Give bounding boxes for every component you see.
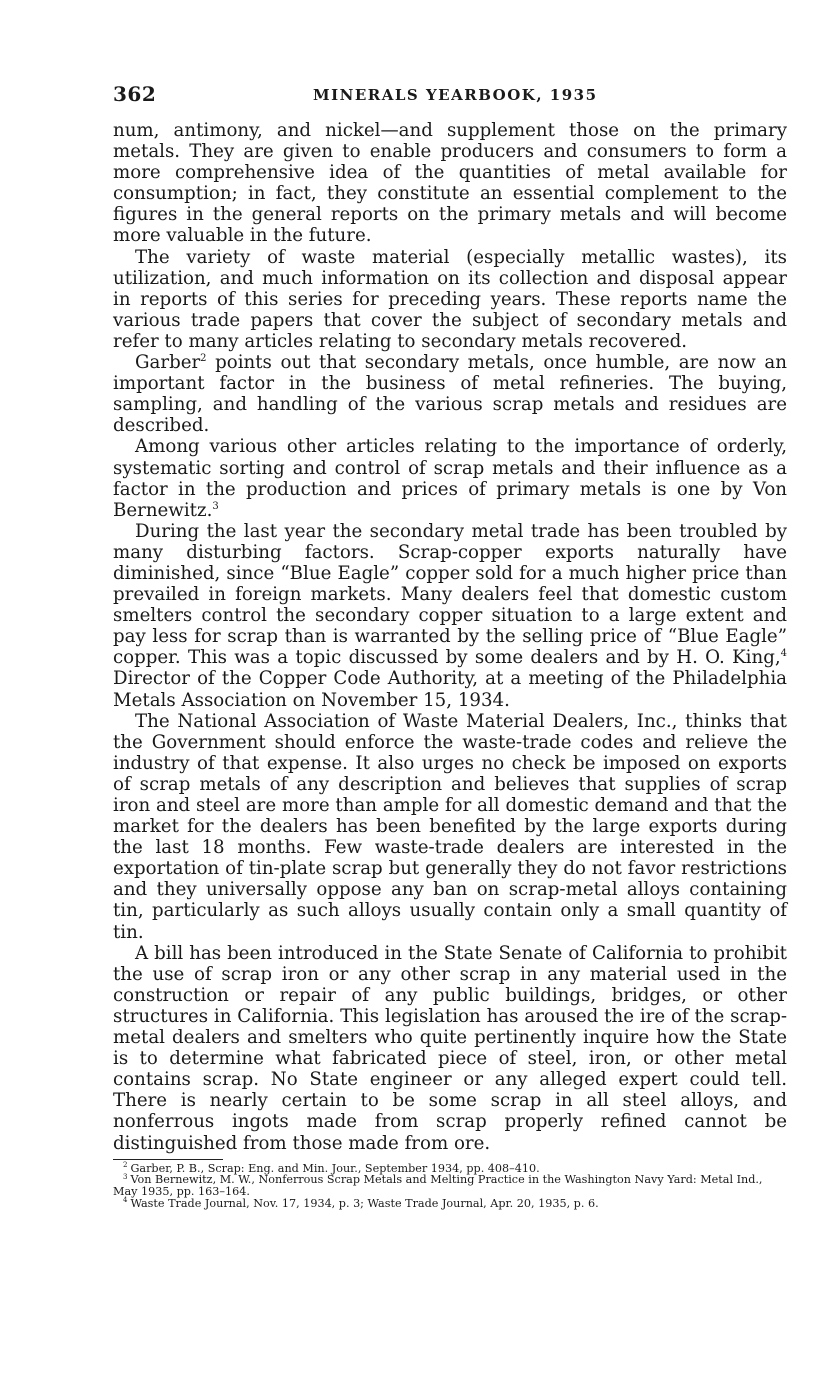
running-title: MINERALS YEARBOOK, 1935: [313, 86, 598, 104]
paragraph-1: num, antimony, and nickel—and supplement those on the primary metals. They are given to enable producers and consumers to form a more comprehensive idea of the quantities of metal available for consumption; in fact, they constitute an essential complement to the figures in the general reports on the primary metals and will become more valuable in the future.: [113, 120, 787, 247]
footnote-text-3: Von Bernewitz, M. W., Nonferrous Scrap Metals and Melting Practice in the Washington Navy Yard: Metal Ind., May 1935, pp. 163–164.: [113, 1173, 763, 1199]
footnote-mark-2: 2: [123, 1160, 128, 1169]
footnote-mark-4: 4: [123, 1196, 128, 1205]
footnote-divider: [113, 1159, 223, 1160]
paragraph-3-start: Garber: [135, 352, 201, 374]
footnote-4: [113, 1198, 787, 1210]
footnote-3: [113, 1174, 787, 1198]
footnote-text-2: Garber, P. B., Scrap: Eng. and Min. Jour., September 1934, pp. 408–410.: [130, 1161, 540, 1175]
footnote-mark-3: 3: [123, 1172, 128, 1181]
footnote-text-4: Waste Trade Journal, Nov. 17, 1934, p. 3; Waste Trade Journal, Apr. 20, 1935, p. 6.: [130, 1196, 599, 1210]
paragraph-4: [113, 436, 787, 520]
footnote-ref-3: 3: [212, 500, 219, 512]
paragraph-5: [113, 521, 787, 711]
paragraph-5-end: Director of the Copper Code Authority, at a meeting of the Philadelphia Metals Association on November 15, 1934.: [113, 668, 787, 711]
footnote-ref-2: 2: [200, 352, 207, 364]
document-page: [113, 82, 787, 1210]
paragraph-3: [113, 352, 787, 436]
footnote-ref-4: 4: [780, 648, 787, 660]
paragraph-7: A bill has been introduced in the State Senate of California to prohibit the use of scrap iron or any other scrap in any material used in the construction or repair of any public buildings, bridges, or other structures in California. This legislation has aroused the ire of the scrap-metal dealers and smelters who quite pertinently inquire how the State is to determine what fabricated piece of steel, iron, or other metal contains scrap. No State engineer or any alleged expert could tell. There is nearly certain to be some scrap in all steel alloys, and nonferrous ingots made from scrap properly refined cannot be distinguished from those made from ore.: [113, 942, 787, 1154]
paragraph-2: The variety of waste material (especially metallic wastes), its utilization, and much information on its collection and disposal appear in reports of this series for preceding years. These reports name the various trade papers that cover the subject of secondary metals and refer to many articles relating to secondary metals recovered.: [113, 246, 787, 352]
paragraph-5-start: During the last year the secondary metal trade has been troubled by many disturbing factors. Scrap-copper exports naturally have diminished, since “Blue Eagle” copper sold for a much higher price than prevailed in foreign markets. Many dealers feel that domestic custom smelters control the secondary copper situation to a large extent and pay less for scrap than is warranted by the selling price of “Blue Eagle” copper. This was a topic discussed by some dealers and by H. O. King,: [113, 520, 787, 669]
page-header: [113, 82, 787, 108]
footnotes: [113, 1160, 787, 1210]
paragraph-3-end: points out that secondary metals, once humble, are now an important factor in the business of metal refineries. The buying, sampling, and handling of the various scrap metals and residues are described.: [113, 352, 787, 437]
page-number: 362: [113, 82, 157, 106]
paragraph-6: The National Association of Waste Material Dealers, Inc., thinks that the Government should enforce the waste-trade codes and relieve the industry of that expense. It also urges no check be imposed on exports of scrap metals of any description and believes that supplies of scrap iron and steel are more than ample for all domestic demand and that the market for the dealers has been benefited by the large exports during the last 18 months. Few waste-trade dealers are interested in the exportation of tin-plate scrap but generally they do not favor restrictions and they universally oppose any ban on scrap-metal alloys containing tin, particularly as such alloys usually contain only a small quantity of tin.: [113, 710, 787, 943]
body-text: [113, 120, 787, 1154]
paragraph-4-start: Among various other articles relating to the importance of orderly, systematic sorting and control of scrap metals and their influence as a factor in the production and prices of primary metals is one by Von Bernewitz.: [113, 436, 787, 521]
